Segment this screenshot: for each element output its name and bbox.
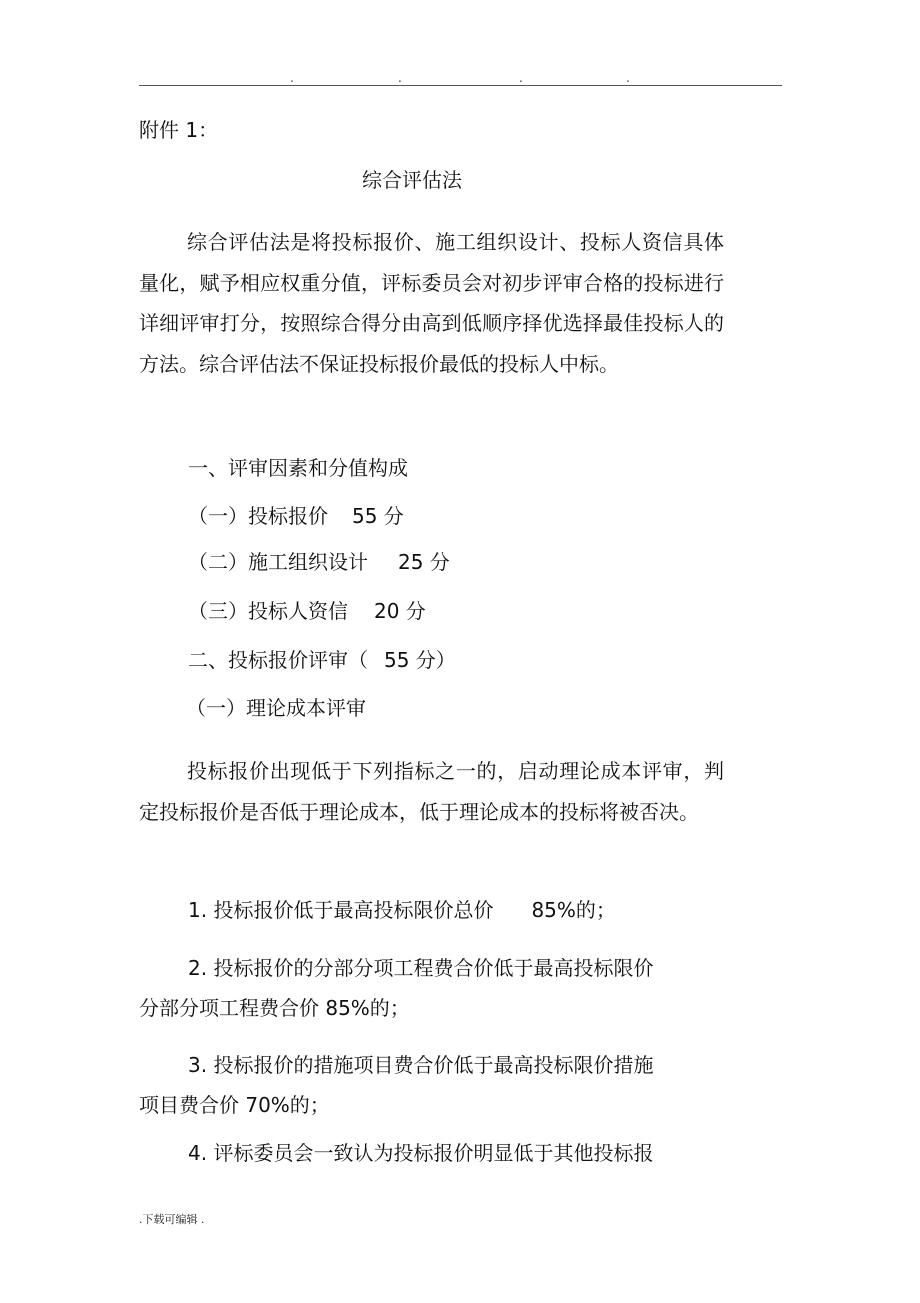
score-item-label: （三）投标人资信 <box>188 599 348 623</box>
section-2-heading <box>188 648 456 672</box>
section-2-heading-text: 二、投标报价评审（ <box>188 648 368 672</box>
intro-paragraph: 综合评估法是将投标报价、施工组织设计、投标人资信具体量化，赋予相应权重分值，评标委员会对初步评审合格的投标进行详细评审打分，按照综合得分由高到低顺序择优选择最佳投标人的方法。综合评估法不保证投标报价最低的投标人中标。 <box>139 230 724 376</box>
theoretical-cost-paragraph: 投标报价出现低于下列指标之一的，启动理论成本评审，判定投标报价是否低于理论成本，低于理论成本的投标将被否决。 <box>139 759 724 824</box>
attachment-label: 附件 1： <box>139 118 219 142</box>
score-item-credit <box>188 599 426 623</box>
criterion-3-line-1: 3. 投标报价的措施项目费合价低于最高投标限价措施 <box>188 1053 654 1077</box>
score-item-construction <box>188 550 450 574</box>
criterion-2-line-2: 分部分项工程费合价 85%的； <box>139 996 410 1020</box>
score-item-value: 20 分 <box>374 599 426 623</box>
score-item-label: （二）施工组织设计 <box>188 550 368 574</box>
header-dot: . <box>519 71 523 85</box>
criterion-1 <box>188 898 616 922</box>
header-rule <box>139 85 782 86</box>
subsection-theoretical-cost: （一）理论成本评审 <box>186 696 366 720</box>
criterion-3-line-2: 项目费合价 70%的； <box>139 1093 330 1117</box>
score-item-label: （一）投标报价 <box>188 504 328 528</box>
criterion-2-line-1: 2. 投标报价的分部分项工程费合价低于最高投标限价 <box>188 956 654 980</box>
criterion-4-line-1: 4. 评标委员会一致认为投标报价明显低于其他投标报 <box>188 1141 654 1165</box>
header-dot: . <box>290 71 294 85</box>
score-item-price <box>188 504 404 528</box>
section-2-heading-score: 55 分） <box>384 648 456 672</box>
criterion-1-text: 1. 投标报价低于最高投标限价总价 <box>188 898 494 922</box>
document-title: 综合评估法 <box>362 168 462 192</box>
score-item-value: 55 分 <box>352 504 404 528</box>
header-dot: . <box>626 71 630 85</box>
page-footer: .下载可编辑 . <box>139 1213 205 1226</box>
section-1-heading: 一、评审因素和分值构成 <box>188 456 408 480</box>
header-dot: . <box>398 71 402 85</box>
criterion-1-threshold: 85%的； <box>531 898 616 922</box>
score-item-value: 25 分 <box>398 550 450 574</box>
